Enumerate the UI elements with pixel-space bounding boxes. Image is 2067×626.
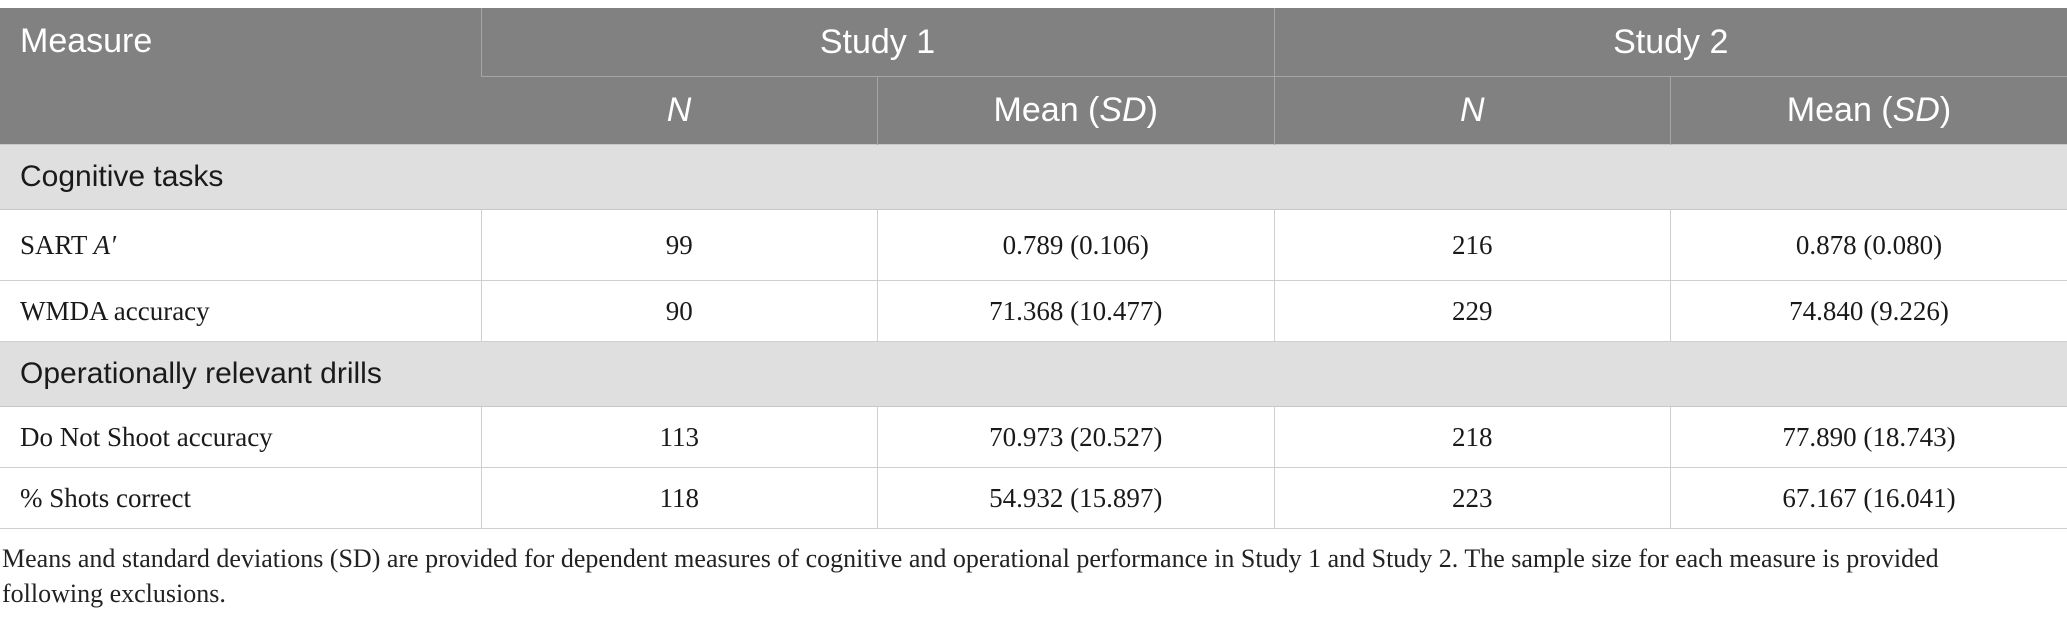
study-2-n-cell: 229	[1274, 281, 1671, 342]
study-1-mean-cell: 71.368 (10.477)	[878, 281, 1275, 342]
study-1-mean-cell: 70.973 (20.527)	[878, 407, 1275, 468]
study-2-mean-cell: 0.878 (0.080)	[1671, 210, 2067, 281]
study-2-n-header: N	[1274, 77, 1671, 145]
study-2-n-cell: 216	[1274, 210, 1671, 281]
study-2-n-cell: 218	[1274, 407, 1671, 468]
table-footnote: Means and standard deviations (SD) are provided for dependent measures of cognitive and operational performance in Study 1 and Study 2. The sample size for each measure is provided following exclusions.	[2, 544, 1939, 608]
study-1-mean-cell: 0.789 (0.106)	[878, 210, 1275, 281]
study-1-n-header: N	[481, 77, 878, 145]
section-row-operational-drills	[0, 342, 2067, 407]
table-row-wmda	[0, 281, 2067, 342]
study-2-mean-cell: 67.167 (16.041)	[1671, 468, 2067, 529]
results-table-container	[0, 8, 2067, 529]
measure-cell: WMDA accuracy	[0, 281, 481, 342]
measure-cell: Do Not Shoot accuracy	[0, 407, 481, 468]
study-1-n-cell: 99	[481, 210, 878, 281]
descriptive-statistics-table	[0, 8, 2067, 529]
table-row-shots-correct	[0, 468, 2067, 529]
section-title: Cognitive tasks	[0, 145, 2067, 210]
table-row-sart	[0, 210, 2067, 281]
study-1-header: Study 1	[481, 8, 1274, 77]
measure-cell: SART A′	[0, 210, 481, 281]
table-row-do-not-shoot	[0, 407, 2067, 468]
study-2-mean-cell: 74.840 (9.226)	[1671, 281, 2067, 342]
study-1-n-cell: 113	[481, 407, 878, 468]
measure-cell: % Shots correct	[0, 468, 481, 529]
study-2-n-cell: 223	[1274, 468, 1671, 529]
study-1-mean-cell: 54.932 (15.897)	[878, 468, 1275, 529]
study-1-n-cell: 90	[481, 281, 878, 342]
section-title: Operationally relevant drills	[0, 342, 2067, 407]
section-row-cognitive-tasks	[0, 145, 2067, 210]
study-1-n-cell: 118	[481, 468, 878, 529]
measure-column-header: Measure	[0, 8, 481, 145]
study-2-mean-sd-header: Mean (SD)	[1671, 77, 2067, 145]
study-2-mean-cell: 77.890 (18.743)	[1671, 407, 2067, 468]
study-2-header: Study 2	[1274, 8, 2067, 77]
study-1-mean-sd-header: Mean (SD)	[878, 77, 1275, 145]
